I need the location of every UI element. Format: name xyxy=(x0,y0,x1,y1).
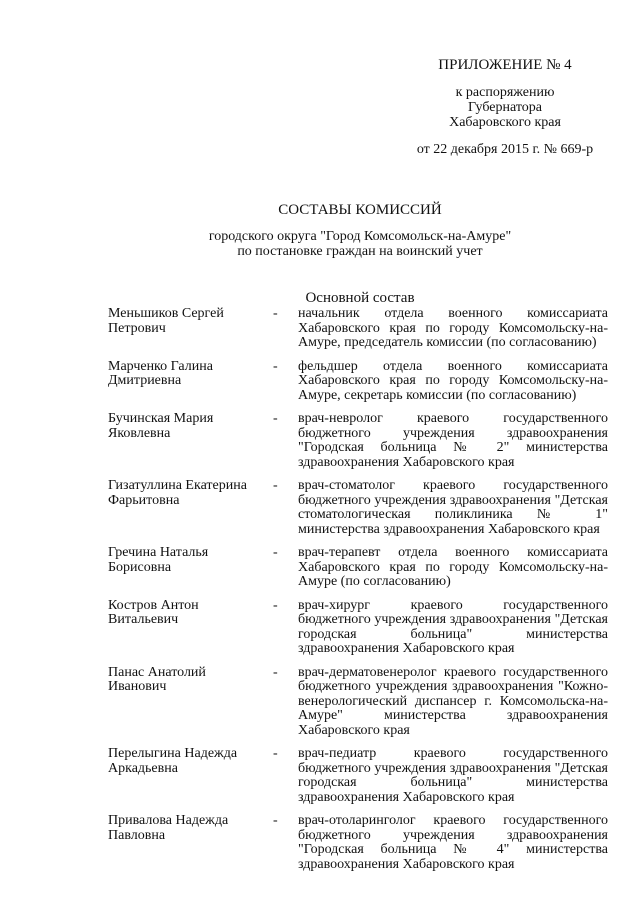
appendix-line-3: Хабаровского края xyxy=(449,115,561,130)
member-dash: - xyxy=(273,306,278,321)
member-name xyxy=(108,412,273,441)
member-dash: - xyxy=(273,664,278,680)
member-dash: - xyxy=(273,411,278,426)
member-dash: - xyxy=(273,813,278,828)
member-dash: - xyxy=(273,358,278,374)
appendix-line-2: Губернатора xyxy=(467,100,543,115)
member-surname-given: Костров Антон xyxy=(108,597,199,613)
member-role: врач-дерматовенеролог краевого государственного бюджетного учреждения здравоохранения "Кожно-венерологический диспансер г. Комсомольска-на-Амуре" министерства здравоохранения Хабаровского края xyxy=(298,664,608,738)
member-name xyxy=(108,307,273,336)
member-surname-given: Марченко Галина xyxy=(108,358,213,374)
member-name xyxy=(108,814,273,843)
member-dash: - xyxy=(273,478,278,493)
member-patronymic: Аркадьевна xyxy=(108,760,178,776)
member-name xyxy=(108,479,273,508)
member-dash: - xyxy=(273,597,278,613)
member-surname-given: Бучинская Мария xyxy=(108,411,214,426)
member-row xyxy=(108,747,608,805)
appendix-date: от 22 декабря 2015 г. № 669-р xyxy=(416,142,594,157)
member-patronymic: Фарьитовна xyxy=(108,492,180,508)
member-row xyxy=(108,599,608,657)
member-row xyxy=(108,814,608,872)
member-patronymic: Дмитриевна xyxy=(108,373,182,388)
member-name xyxy=(108,546,273,575)
member-surname-given: Гизатуллина Екатерина xyxy=(108,478,247,493)
member-surname-given: Меньшиков Сергей xyxy=(108,306,224,321)
member-surname-given: Перелыгина Надежда xyxy=(108,746,238,761)
member-row xyxy=(108,307,608,351)
member-role: врач-терапевт отдела военного комиссариата Хабаровского края по городу Комсомольску-на-Амуре (по согласованию) xyxy=(298,545,608,589)
member-surname-given: Привалова Надежда xyxy=(108,813,229,828)
appendix-title: ПРИЛОЖЕНИЕ № 4 xyxy=(438,57,572,73)
member-patronymic: Витальевич xyxy=(108,612,179,627)
member-dash: - xyxy=(273,746,278,761)
member-role: начальник отдела военного комиссариата Хабаровского края по городу Комсомольску-на-Амуре, председатель комиссии (по согласованию) xyxy=(298,306,608,350)
member-row xyxy=(108,666,608,739)
document-title: СОСТАВЫ КОМИССИЙ xyxy=(278,202,442,218)
member-patronymic: Иванович xyxy=(108,679,167,694)
member-patronymic: Яковлевна xyxy=(108,425,171,441)
members-list xyxy=(108,307,608,881)
member-row xyxy=(108,546,608,590)
member-surname-given: Панас Анатолий xyxy=(108,664,206,680)
document-title-block xyxy=(100,203,620,259)
member-patronymic: Петрович xyxy=(108,320,166,336)
member-role: врач-хирург краевого государственного бюджетного учреждения здравоохранения "Детская городская больница" министерства здравоохранения Хабаровского края xyxy=(298,597,608,656)
section-heading: Основной состав xyxy=(305,290,415,306)
appendix-line-1: к распоряжению xyxy=(455,85,555,100)
member-role: фельдшер отдела военного комиссариата Хабаровского края по городу Комсомольску-на-Амуре, секретарь комиссии (по согласованию) xyxy=(298,358,608,403)
appendix-block xyxy=(395,58,615,157)
member-role: врач-невролог краевого государственного бюджетного учреждения здравоохранения "Городская больница № 2" министерства здравоохранения Хабаровского края xyxy=(298,411,608,470)
member-patronymic: Павловна xyxy=(108,827,166,843)
member-name xyxy=(108,666,273,695)
member-role: врач-педиатр краевого государственного бюджетного учреждения здравоохранения "Детская городская больница" министерства здравоохранения Хабаровского края xyxy=(298,746,608,805)
document-subtitle-1: городского округа "Город Комсомольск-на-Амуре" xyxy=(208,229,512,244)
member-patronymic: Борисовна xyxy=(108,559,172,575)
member-name xyxy=(108,747,273,776)
member-name xyxy=(108,360,273,389)
document-subtitle-2: по постановке граждан на воинский учет xyxy=(237,244,483,259)
member-dash: - xyxy=(273,545,278,560)
member-role: врач-стоматолог краевого государственного бюджетного учреждения здравоохранения "Детская стоматологическая поликлиника № 1" министерства здравоохранения Хабаровского края xyxy=(298,478,608,537)
member-row xyxy=(108,479,608,537)
member-row xyxy=(108,412,608,470)
member-name xyxy=(108,599,273,628)
member-surname-given: Гречина Наталья xyxy=(108,545,209,560)
member-role: врач-отоларинголог краевого государственного бюджетного учреждения здравоохранения "Городская больница № 4" министерства здравоохранения Хабаровского края xyxy=(298,813,608,872)
member-row xyxy=(108,360,608,404)
